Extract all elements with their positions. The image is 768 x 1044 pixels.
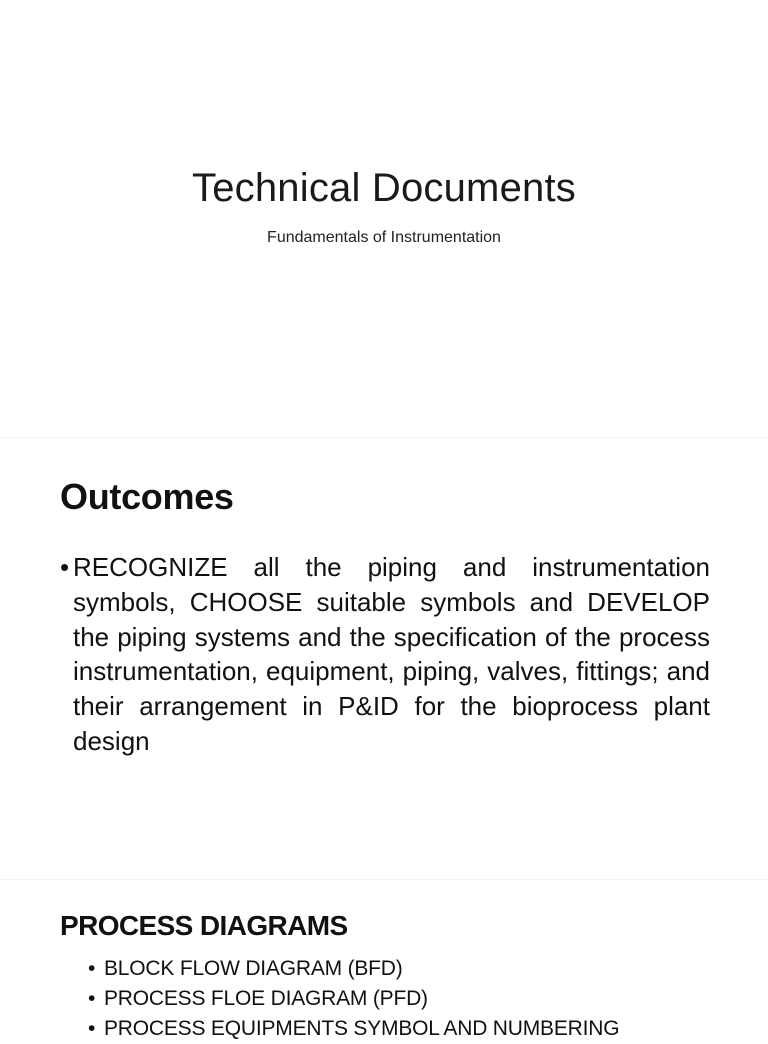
bullet-icon: • (88, 1017, 96, 1040)
list-item (88, 1014, 619, 1044)
title-slide (0, 0, 768, 432)
process-diagrams-heading: PROCESS DIAGRAMS (60, 910, 348, 941)
process-item-text: BLOCK FLOW DIAGRAM (BFD) (104, 957, 403, 980)
bullet-icon: • (88, 957, 96, 980)
outcome-text: RECOGNIZE all the piping and instrumentation symbols, CHOOSE suitable symbols and DEVELOP the piping systems and the specification of the process instrumentation, equipment, piping, valves, fittings; and their arrangement in P&ID for the bioprocess plant design (73, 552, 710, 756)
bullet-icon: • (88, 987, 96, 1010)
bullet-icon: • (60, 552, 70, 582)
outcomes-slide (0, 442, 768, 874)
page-title: Technical Documents (192, 166, 576, 210)
process-diagrams-slide (0, 884, 768, 1040)
process-diagrams-list (88, 954, 619, 1044)
outcomes-list (60, 550, 710, 759)
slide-divider (0, 879, 768, 880)
slide-divider (0, 437, 768, 438)
page-subtitle: Fundamentals of Instrumentation (267, 229, 501, 246)
outcomes-heading: Outcomes (60, 476, 234, 517)
list-item (88, 984, 619, 1014)
list-item (60, 550, 710, 759)
process-item-text: PROCESS FLOE DIAGRAM (PFD) (104, 987, 428, 1010)
process-item-text: PROCESS EQUIPMENTS SYMBOL AND NUMBERING (104, 1017, 620, 1040)
list-item (88, 954, 619, 984)
